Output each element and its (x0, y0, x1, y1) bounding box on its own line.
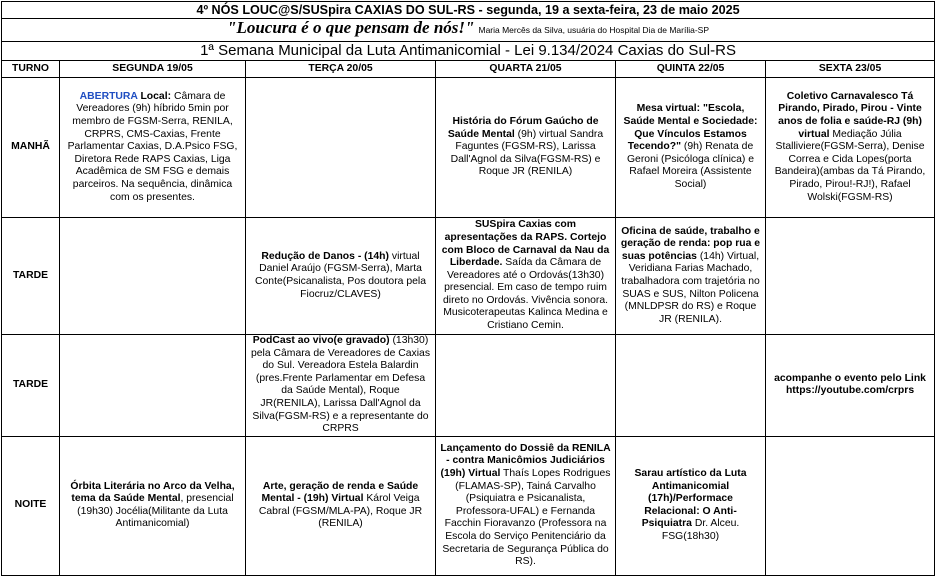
event-bold: Arte, geração de renda e Saúde Mental - (19h) Virtual (261, 480, 419, 505)
event-text: Dr. Alceu. FSG(18h30) (661, 518, 740, 542)
document-title: 4º NÓS LOUC@S/SUSpira CAXIAS DO SUL-RS - segunda, 19 a sexta-feira, 23 de maio 2025 (2, 2, 935, 19)
turno-label: TARDE (2, 218, 60, 335)
event-cell-monday (60, 436, 246, 575)
event-cell-thursday (616, 335, 766, 437)
event-bold: Local: (137, 90, 172, 102)
quote-text: "Loucura é o que pensam de nós!" (227, 18, 475, 38)
col-header-wednesday: QUARTA 21/05 (436, 61, 616, 78)
event-text: Mediação Júlia Stalliviere(FGSM-Serra), Denise Correa e Cida Lopes(porta Bandeira)(ambas da Tá Pirando, Pirado, Pirou!-RJ!), Rafael Wolski(FGSM-RS) (774, 128, 926, 203)
schedule-row-afternoon-1 (2, 218, 935, 335)
event-cell-tuesday (246, 218, 436, 335)
event-cell-wednesday (436, 335, 616, 437)
event-cell-tuesday (246, 335, 436, 437)
schedule-table (1, 1, 935, 576)
event-cell-thursday (616, 218, 766, 335)
event-cell-monday (60, 78, 246, 218)
event-bold: Coletivo Carnavalesco Tá Pirando, Pirado, Pirou - Vinte anos de folia e saúde-RJ (9h) virtual (778, 90, 922, 140)
event-cell-thursday (616, 436, 766, 575)
event-cell-wednesday (436, 436, 616, 575)
event-text: Saída da Câmara de Vereadores até o Ordovás(13h30) presencial. Em caso de tempo ruim direto no Ordovás. Vivência sonora. Musicoterapeutas Kalinca Medina e Cristiano Cemin. (443, 257, 608, 332)
event-highlight: ABERTURA (79, 90, 138, 102)
event-text: Câmara de Vereadores (9h) híbrido 5min por membro de FGSM-Serra, RENILA, CRPRS, CMS-Caxias, Frente Parlamentar Caxias, D.A.Psico FSG, Diretora Rede RAPS Caxias, Liga Acadêmica de SM FSG e demais parceiros. Na sequência, dinâmica com os presentes. (67, 90, 238, 203)
quote-author: Maria Mercês da Silva, usuária do Hospital Dia de Marília-SP (478, 25, 710, 36)
event-text: (13h30) pela Câmara de Vereadores de Caxias do Sul. Vereadora Estela Balardin (pres.Frente Parlamentar em Defesa da Saúde Mental), Roque JR(RENILA), Larissa Dall'Agnol da Silva(FGSM-RS) e a representante do CRPRS (250, 335, 431, 435)
turno-label: NOITE (2, 436, 60, 575)
event-cell-friday (766, 78, 935, 218)
event-text: (14h) Virtual, Veridiana Farias Machado, trabalhadora com trajetória no SUAS e SUS, Nilton Policena (MNLDPSR do RS) e Roque JR (RENILA). (621, 250, 760, 325)
event-text: (9h) virtual Sandra Faguntes (FGSM-RS), Larissa Dall'Agnol da Silva(FGSM-RS) e Roque JR (RENILA) (450, 128, 604, 178)
schedule-row-morning (2, 78, 935, 218)
col-header-friday: SEXTA 23/05 (766, 61, 935, 78)
event-bold: PodCast ao vivo(e gravado) (252, 335, 390, 346)
event-text: (9h) Renata de Geroni (Psicóloga clínica) e Rafael Moreira (Assistente Social) (626, 141, 755, 190)
quote-row (2, 19, 935, 42)
event-bold: Redução de Danos - (14h) (261, 250, 389, 262)
event-cell-tuesday (246, 78, 436, 218)
event-cell-monday (60, 218, 246, 335)
event-bold: Lançamento do Dossiê da RENILA - contra Manicômios Judiciários (19h) Virtual (440, 442, 611, 479)
event-bold: Sarau artístico da Luta Antimanicomial (17h)/Performace Relacional: O Anti-Psiquiatra (634, 467, 747, 530)
turno-label: TARDE (2, 335, 60, 437)
turno-label: MANHÃ (2, 78, 60, 218)
event-text: Thaís Lopes Rodrigues (FLAMAS-SP), Tainá Carvalho (Psiquiatra e Psicanalista, Professora-UFAL) e Fernanda Facchin Fioravanzo (Professora na Escola do Serviço Penitenciário da Secretaria de Segurança Pública do RS). (442, 467, 611, 568)
event-bold: Órbita Literária no Arco da Velha, tema da Saúde Mental (70, 480, 235, 505)
event-bold: Mesa virtual: "Escola, Saúde Mental e Sociedade: Que Vínculos Estamos Tecendo?" (623, 103, 758, 153)
event-text: Károl Veiga Cabral (FGSM/MLA-PA), Roque JR (RENILA) (258, 493, 423, 530)
event-text: , presencial (19h30) Jocélia(Militante da Luta Antimanicomial) (77, 493, 234, 530)
col-header-tuesday: TERÇA 20/05 (246, 61, 436, 78)
col-header-monday: SEGUNDA 19/05 (60, 61, 246, 78)
event-cell-monday (60, 335, 246, 437)
event-cell-tuesday (246, 436, 436, 575)
col-header-thursday: QUINTA 22/05 (616, 61, 766, 78)
col-header-turno: TURNO (2, 61, 60, 78)
event-cell-wednesday (436, 78, 616, 218)
event-subtitle: 1ª Semana Municipal da Luta Antimanicomial - Lei 9.134/2024 Caxias do Sul-RS (2, 42, 935, 61)
event-bold: Oficina de saúde, trabalho e geração de renda: pop rua e suas potências (620, 225, 761, 262)
event-cell-friday[interactable] (766, 335, 935, 437)
event-bold: SUSpira Caxias com apresentações da RAPS. Cortejo com Bloco de Carnaval da Nau da Liberdade. (441, 219, 610, 269)
schedule-row-night (2, 436, 935, 575)
event-cell-thursday (616, 78, 766, 218)
schedule-row-afternoon-2 (2, 335, 935, 437)
column-header-row (2, 61, 935, 78)
event-cell-wednesday (436, 218, 616, 335)
event-cell-friday (766, 218, 935, 335)
event-cell-friday (766, 436, 935, 575)
event-text: virtual Daniel Araújo (FGSM-Serra), Marta Conte(Psicanalista, Pos doutora pela Fiocruz/CLAVES) (255, 250, 426, 300)
stream-link[interactable]: acompanhe o evento pelo Link https://youtube.com/crprs (774, 372, 926, 397)
event-bold: História do Fórum Gaúcho de Saúde Mental (447, 116, 599, 140)
